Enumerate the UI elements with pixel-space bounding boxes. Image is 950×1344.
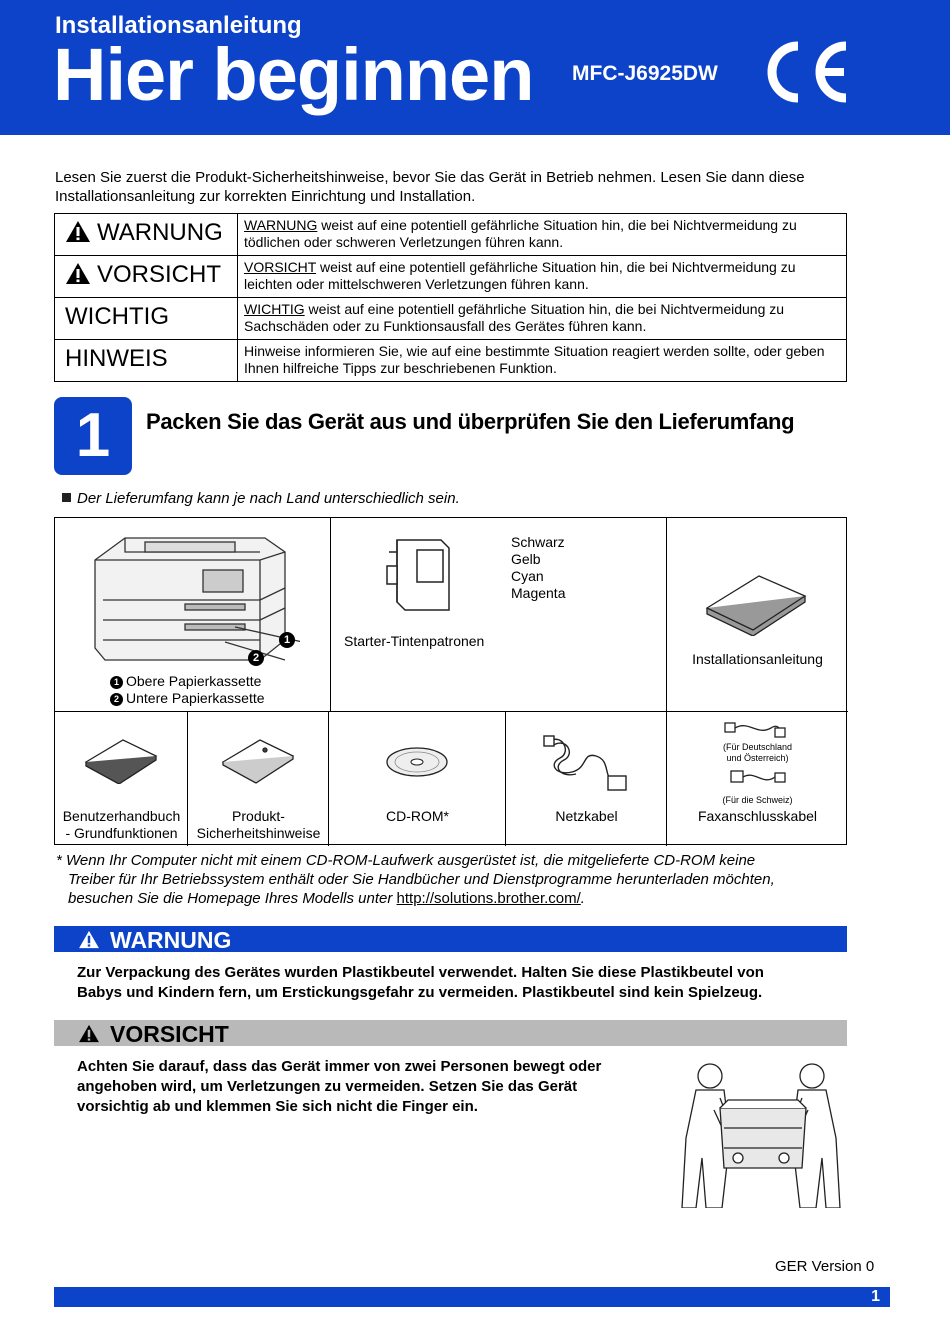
warning-heading: WARNUNG [110,927,232,953]
term-important: WICHTIG [65,303,169,330]
version-label: GER Version 0 [775,1258,875,1275]
term-note: HINWEIS [65,345,168,372]
fax-note-de: (Für Deutschland und Österreich) [722,742,793,763]
page-number: 1 [871,1288,880,1305]
footer-bar [54,1287,890,1307]
caution-text: Achten Sie darauf, dass das Gerät immer von zwei Personen bewegt oder angehoben wird, um Verletzungen zu vermeiden. Setzen Sie das Gerät vorsichtig ab und klemmen Sie sich nicht die Finger ein. [77,1058,602,1115]
safety-guide-cell [188,712,329,846]
ink-colors [511,534,565,602]
page-title: Hier beginnen [53,33,534,116]
booklet-icon [703,572,809,636]
warning-banner [54,926,847,952]
desc-lead: WARNUNG [244,217,318,233]
basic-guide-label: Benutzerhandbuch - Grundfunktionen [62,808,181,841]
table-row [55,214,847,256]
lower-tray-label: Untere Papierkassette [126,690,265,706]
table-row [55,256,847,298]
intro-text: Lesen Sie zuerst die Produkt-Sicherheitshinweise, bevor Sie das Gerät in Betrieb nehmen. Lesen Sie dann diese Installationsanleitung zur korrekten Einrichtung und Installation. [55,169,805,205]
warning-triangle-icon [65,220,91,243]
desc-lead: WICHTIG [244,301,305,317]
desc-lead: VORSICHT [244,259,317,275]
machine-cell [55,518,331,712]
power-cord-icon [542,732,632,794]
caution-triangle-icon [78,1024,100,1043]
ink-color-magenta: Magenta [511,585,566,601]
bullet-square-icon [62,493,71,502]
header-subtitle: Installationsanleitung [55,12,302,39]
tray-labels: 1 Obere Papierkassette 2 Untere Papierkassette [110,673,265,707]
install-guide-label: Installationsanleitung [692,651,823,667]
safety-guide-label: Produkt- Sicherheitshinweise [196,808,321,841]
contents-note: Der Lieferumfang kann je nach Land unterschiedlich sein. [62,490,460,507]
power-cord-label: Netzkabel [555,808,618,824]
solutions-link[interactable]: http://solutions.brother.com/ [396,890,581,907]
ink-cell [331,518,667,712]
install-guide-cell [667,518,848,712]
desc-text: Hinweise informieren Sie, wie auf eine bestimmte Situation reagiert werden sollte, oder geben Ihnen hilfreiche Tipps zur beschriebenen Funktion. [244,343,825,376]
ink-cartridge-icon [381,536,453,612]
warning-triangle-icon [78,930,100,949]
caution-banner [54,1020,847,1046]
ink-label: Starter-Tintenpatronen [344,633,485,649]
warning-text: Zur Verpackung des Gerätes wurden Plastikbeutel verwendet. Halten Sie diese Plastikbeutel von Babys und Kindern fern, um Erstickungsgefahr zu vermeiden. Plastikbeutel sind kein Spielzeug. [77,964,764,1001]
step-number: 1 [54,397,132,475]
ink-color-black: Schwarz [511,534,565,550]
table-row [55,340,847,382]
basic-guide-cell [55,712,188,846]
cdrom-footnote: * Wenn Ihr Computer nicht mit einem CD-ROM-Laufwerk ausgerüstet ist, die mitgelieferte CD-ROM keine Treiber für Ihr Betriebssystem enthält oder Sie Handbücher und Dienstprogramme herunterladen möchten, besuchen Sie die Homepage Ihres Modells unter http://solutions.brother.com/. [56,852,775,907]
callout-2: 2 [248,650,264,666]
desc-text: weist auf eine potentiell gefährliche Situation hin, die bei Nichtvermeidung zu tödlichen oder schweren Verletzungen führen kann. [244,217,797,250]
model-name: MFC-J6925DW [572,62,718,85]
fax-note-ch: (Für die Schweiz) [722,795,793,805]
desc-text: weist auf eine potentiell gefährliche Situation hin, die bei Nichtvermeidung zu leichten oder mittelschweren Verletzungen führen kann. [244,259,796,292]
caution-triangle-icon [65,262,91,285]
cd-disc-icon [385,746,449,778]
fax-cable-icon [723,720,789,738]
fax-cord-label: Faxanschlusskabel [697,808,818,824]
callout-1: 1 [279,632,295,648]
ink-color-yellow: Gelb [511,551,541,567]
page-header [0,0,950,135]
caution-heading: VORSICHT [110,1021,229,1047]
term-caution: VORSICHT [97,261,222,288]
manual-icon [83,736,159,784]
hazard-definitions-table [54,213,847,382]
manual-icon [220,736,296,784]
step-title: Packen Sie das Gerät aus und überprüfen Sie den Lieferumfang [146,409,795,434]
package-contents-grid [54,517,847,845]
table-row [55,298,847,340]
two-person-lift-illustration [676,1058,846,1208]
fax-cord-cell [667,712,848,846]
desc-text: weist auf eine potentiell gefährliche Situation hin, die bei Nichtvermeidung zu Sachschäden oder zu Funktionsausfall des Gerätes führen kann. [244,301,785,334]
printer-illustration-icon [85,530,300,670]
upper-tray-label: Obere Papierkassette [126,673,262,689]
cdrom-label: CD-ROM* [386,808,449,824]
cdrom-cell [329,712,506,846]
power-cord-cell [506,712,667,846]
term-warning: WARNUNG [97,219,223,246]
fax-cable-icon [729,768,789,788]
ce-mark-icon [762,40,850,104]
ink-color-cyan: Cyan [511,568,544,584]
